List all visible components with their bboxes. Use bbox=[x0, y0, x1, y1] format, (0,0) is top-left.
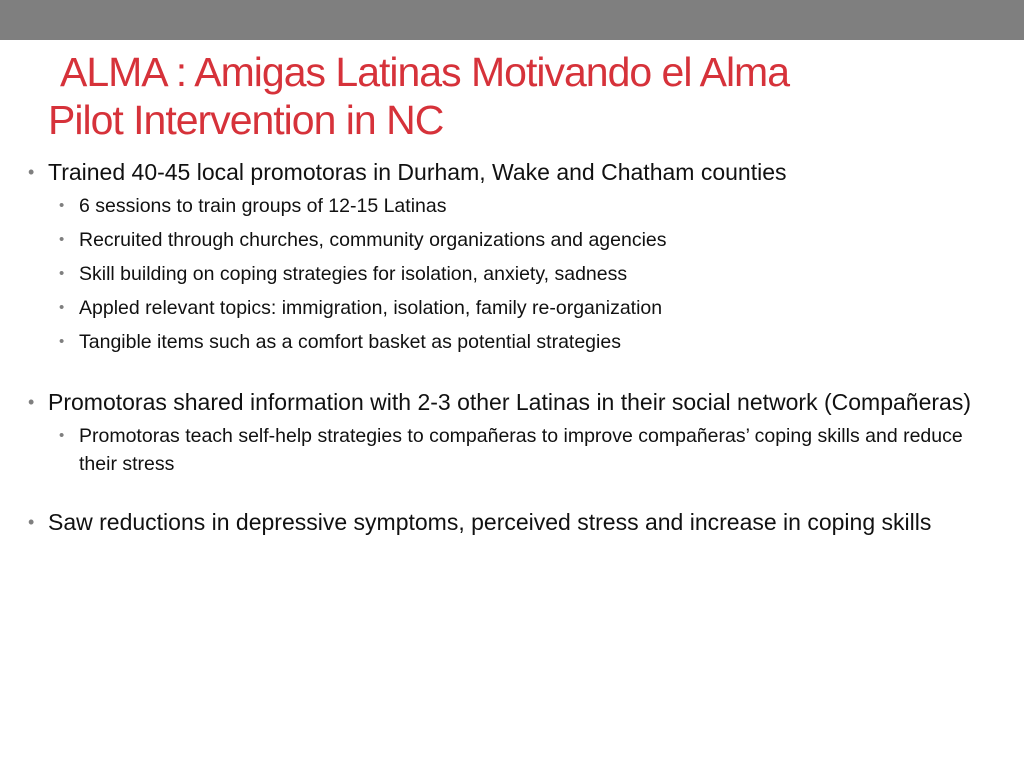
sub-bullet-1-1: • 6 sessions to train groups of 12-15 Latinas bbox=[26, 192, 986, 220]
title-line-1: ALMA : Amigas Latinas Motivando el Alma bbox=[60, 49, 790, 95]
slide-title bbox=[48, 48, 1008, 144]
sub-bullet-1-4: • Appled relevant topics: immigration, isolation, family re-organization bbox=[26, 294, 986, 322]
bullet-1: • Trained 40-45 local promotoras in Durham, Wake and Chatham counties bbox=[26, 158, 986, 187]
top-bar bbox=[0, 0, 1024, 40]
bullet-2: • Promotoras shared information with 2-3 other Latinas in their social network (Compañeras) bbox=[26, 388, 986, 417]
bullet-3: • Saw reductions in depressive symptoms, perceived stress and increase in coping skills bbox=[26, 508, 986, 537]
sub-bullet-1-2: • Recruited through churches, community organizations and agencies bbox=[26, 226, 986, 254]
title-line-2: Pilot Intervention in NC bbox=[48, 97, 444, 143]
sub-bullet-2-1: • Promotoras teach self-help strategies to compañeras to improve compañeras’ coping skills and reduce their stress bbox=[26, 422, 986, 478]
sub-bullet-1-3: • Skill building on coping strategies for isolation, anxiety, sadness bbox=[26, 260, 986, 288]
bullet-list bbox=[26, 158, 986, 537]
sub-bullet-1-5: • Tangible items such as a comfort basket as potential strategies bbox=[26, 328, 986, 356]
